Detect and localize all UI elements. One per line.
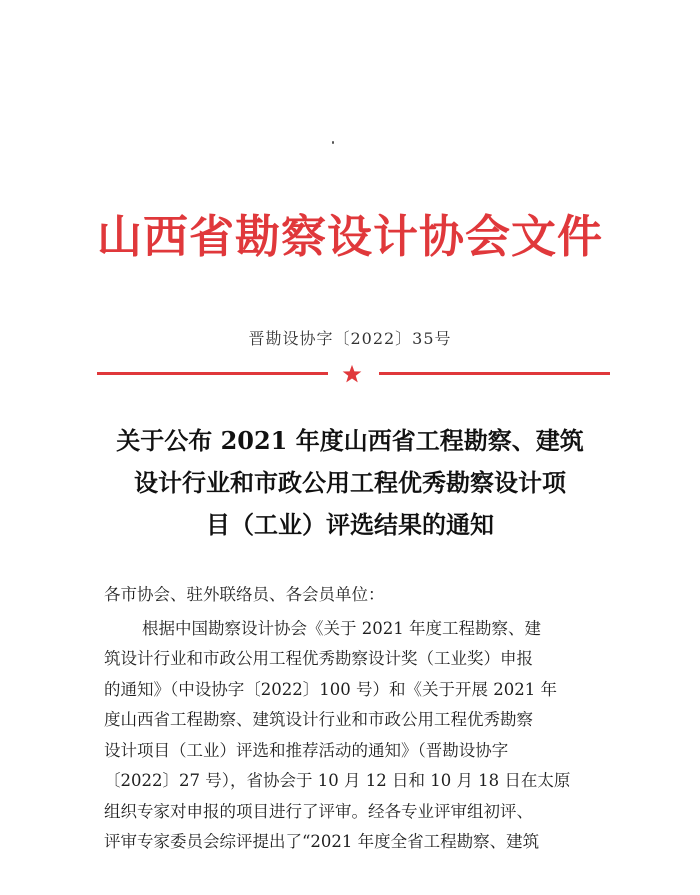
scan-speck — [332, 141, 334, 144]
paragraph-line: 〔2022〕27 号），省协会于 10 月 12 日和 10 月 18 日在太原 — [104, 771, 571, 790]
star-icon — [341, 363, 363, 385]
notice-body — [104, 580, 624, 858]
notice-title — [60, 420, 640, 546]
document-number: 晋勘设协字〔2022〕35号 — [248, 329, 452, 348]
paragraph-line: 筑设计行业和市政公用工程优秀勘察设计奖（工业奖）申报 — [104, 649, 533, 668]
paragraph-line: 度山西省工程勘察、建筑设计行业和市政公用工程优秀勘察 — [104, 710, 533, 729]
paragraph-line: 的通知》（中设协字〔2022〕100 号）和《关于开展 2021 年 — [104, 679, 557, 699]
paragraph-line: 组织专家对申报的项目进行了评审。经各专业评审组初评、 — [104, 801, 533, 821]
separator-line-right — [379, 372, 610, 375]
title-line: 关于公布 2021 年度山西省工程勘察、建筑 — [116, 426, 584, 455]
paragraph-line: 设计项目（工业）评选和推荐活动的通知》（晋勘设协字 — [104, 740, 509, 760]
title-line: 设计行业和市政公用工程优秀勘察设计项 — [134, 468, 566, 497]
title-line: 目（工业）评选结果的通知 — [206, 510, 494, 539]
separator-line-left — [97, 372, 328, 375]
red-separator — [97, 361, 610, 391]
issuer-letterhead: 山西省勘察设计协会文件 — [96, 210, 603, 263]
paragraph-line: 评审专家委员会综评提出了“2021 年度全省工程勘察、建筑 — [104, 832, 540, 851]
paragraph-line: 根据中国勘察设计协会《关于 2021 年度工程勘察、建 — [142, 618, 541, 638]
salutation: 各市协会、驻外联络员、各会员单位： — [104, 585, 385, 604]
